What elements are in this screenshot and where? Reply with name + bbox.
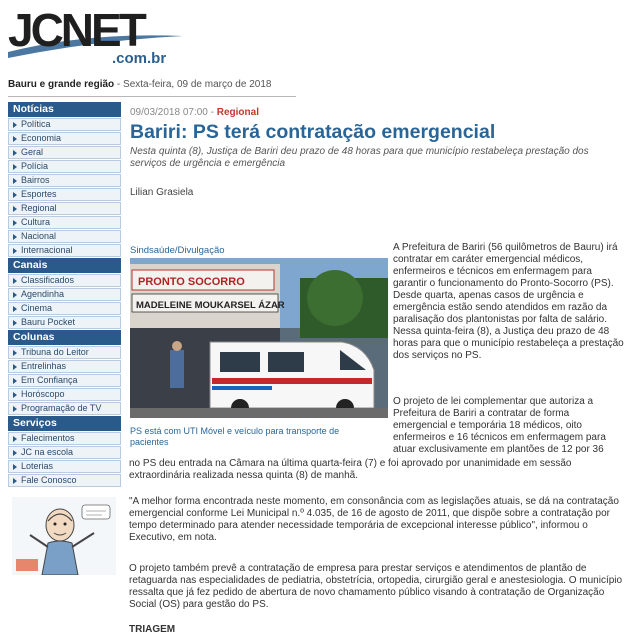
sidebar-item-internacional[interactable]: Internacional bbox=[8, 244, 121, 257]
sidebar-item-agendinha[interactable]: Agendinha bbox=[8, 288, 121, 301]
article-lead: Nesta quinta (8), Justiça de Bariri deu prazo de 48 horas para que município restabeleça prestação dos serviços de urgência e emergência bbox=[130, 146, 589, 169]
article-author: Lilian Grasiela bbox=[130, 187, 194, 198]
header-divider bbox=[8, 96, 296, 97]
sidebar-item-em-confianca[interactable]: Em Confiança bbox=[8, 374, 121, 387]
article-paragraph-1: A Prefeitura de Bariri (56 quilômetros de Bauru) irá contratar em caráter emergencial médicos, enfermeiros e técnicos em enfermagem para garantir o funcionamento do Pronto-Socorro (PS). Desde quarta, apenas casos de urgência e emergência estão sendo atendidos em razão da paralisação dos plantonistas por falta de salário. Nessa quinta-feira (8), a Justiça deu prazo de 48 horas para que o município restabeleça a prestação dos serviços no PS. bbox=[393, 242, 624, 361]
sidebar-item-loterias[interactable]: Loterias bbox=[8, 460, 121, 473]
arrow-right-icon bbox=[13, 378, 17, 384]
sidebar-item-economia[interactable]: Economia bbox=[8, 132, 121, 145]
article-paragraph-2-part-1: O projeto de lei complementar que autoriza a Prefeitura de Bariri a contratar de forma emergencial e temporária 18 médicos, oito enfermeiros e 16 técnicos em enfermagem para atuar exclusivamente em plantões de 12 por 36 bbox=[393, 396, 606, 455]
sidebar-item-regional[interactable]: Regional bbox=[8, 202, 121, 215]
section-header-colunas: Colunas bbox=[8, 330, 121, 345]
arrow-right-icon bbox=[13, 192, 17, 198]
sidebar-item-horoscopo[interactable]: Horóscopo bbox=[8, 388, 121, 401]
article-timestamp: 09/03/2018 07:00 - bbox=[130, 107, 217, 118]
sidebar-item-nacional[interactable]: Nacional bbox=[8, 230, 121, 243]
photo-caption: PS está com UTI Móvel e veículo para transporte de pacientes bbox=[130, 426, 340, 447]
logo-text: JCNET bbox=[8, 4, 144, 56]
arrow-right-icon bbox=[13, 220, 17, 226]
arrow-right-icon bbox=[13, 392, 17, 398]
arrow-right-icon bbox=[13, 122, 17, 128]
section-header-noticias: Notícias bbox=[8, 102, 121, 117]
arrow-right-icon bbox=[13, 406, 17, 412]
sidebar-item-bairros[interactable]: Bairros bbox=[8, 174, 121, 187]
sidebar-item-cultura[interactable]: Cultura bbox=[8, 216, 121, 229]
arrow-right-icon bbox=[13, 306, 17, 312]
arrow-right-icon bbox=[13, 150, 17, 156]
sidebar-item-policia[interactable]: Polícia bbox=[8, 160, 121, 173]
sidebar-item-jc-na-escola[interactable]: JC na escola bbox=[8, 446, 121, 459]
arrow-right-icon bbox=[13, 234, 17, 240]
article-photo[interactable] bbox=[130, 258, 388, 418]
sidebar-item-geral[interactable]: Geral bbox=[8, 146, 121, 159]
article-header bbox=[130, 107, 626, 198]
sidebar-item-classificados[interactable]: Classificados bbox=[8, 274, 121, 287]
article-paragraph-4: O projeto também prevê a contratação de empresa para prestar serviços e atendimentos de plantão de retaguarda nas especialidades de pediatria, obstetrícia, ortopedia, cirurgião geral e anestesiologia. O município ressalta que já fez pedido de abertura de novo chamamento público visando à contratação de Organização Social (OS) para gestão do PS. bbox=[129, 563, 623, 610]
arrow-right-icon bbox=[13, 350, 17, 356]
arrow-right-icon bbox=[13, 364, 17, 370]
photo-sign-line-2: MADELEINE MOUKARSEL ÁZAR bbox=[136, 300, 285, 311]
article-title: Bariri: PS terá contratação emergencial bbox=[130, 121, 496, 143]
photo-credit: Sindsaúde/Divulgação bbox=[130, 245, 225, 256]
sidebar-item-programacao-de-tv[interactable]: Programação de TV bbox=[8, 402, 121, 415]
arrow-right-icon bbox=[13, 206, 17, 212]
sidebar-item-entrelinhas[interactable]: Entrelinhas bbox=[8, 360, 121, 373]
arrow-right-icon bbox=[13, 248, 17, 254]
arrow-right-icon bbox=[13, 292, 17, 298]
sidebar-item-falecimentos[interactable]: Falecimentos bbox=[8, 432, 121, 445]
site-header bbox=[0, 0, 640, 74]
sidebar-item-cinema[interactable]: Cinema bbox=[8, 302, 121, 315]
editorial-cartoon-image[interactable] bbox=[12, 497, 116, 575]
section-header-servicos: Serviços bbox=[8, 416, 121, 431]
sidebar-item-esportes[interactable]: Esportes bbox=[8, 188, 121, 201]
arrow-right-icon bbox=[13, 320, 17, 326]
arrow-right-icon bbox=[13, 436, 17, 442]
arrow-right-icon bbox=[13, 278, 17, 284]
region-date-bar bbox=[8, 79, 296, 93]
sidebar-item-politica[interactable]: Política bbox=[8, 118, 121, 131]
arrow-right-icon bbox=[13, 178, 17, 184]
section-header-canais: Canais bbox=[8, 258, 121, 273]
article-paragraph-2-part-2: no PS deu entrada na Câmara na última quarta-feira (7) e foi aprovado por unanimidade em sessão extraordinária realizada nessa quinta (8) de manhã. bbox=[129, 458, 572, 481]
arrow-right-icon bbox=[13, 464, 17, 470]
sidebar-item-tribuna-do-leitor[interactable]: Tribuna do Leitor bbox=[8, 346, 121, 359]
region-label: Bauru e grande região bbox=[8, 79, 115, 90]
sidebar-item-fale-conosco[interactable]: Fale Conosco bbox=[8, 474, 121, 487]
arrow-right-icon bbox=[13, 450, 17, 456]
arrow-right-icon bbox=[13, 136, 17, 142]
logo-domain: .com.br bbox=[112, 50, 167, 67]
article-meta bbox=[130, 107, 626, 120]
arrow-right-icon bbox=[13, 478, 17, 484]
article-paragraph-3: "A melhor forma encontrada neste momento, em consonância com as legislações atuais, se dá na contratação emergencial conforme Lei Municipal n.º 4.035, de 16 de agosto de 2011, que dispõe sobre a contratação por tempo determinado para atender necessidade temporária de excepcional interesse público", informou o Executivo, em nota. bbox=[129, 496, 619, 543]
photo-sign-line-1: PRONTO SOCORRO bbox=[138, 276, 245, 288]
sidebar-nav bbox=[8, 101, 121, 580]
site-logo[interactable] bbox=[8, 6, 178, 68]
article-section-link[interactable]: Regional bbox=[216, 107, 259, 118]
article-figure bbox=[130, 245, 388, 448]
arrow-right-icon bbox=[13, 164, 17, 170]
current-date: - Sexta-feira, 09 de março de 2018 bbox=[114, 79, 272, 90]
sidebar-item-bauru-pocket[interactable]: Bauru Pocket bbox=[8, 316, 121, 329]
subheading-triagem: TRIAGEM bbox=[129, 624, 176, 632]
